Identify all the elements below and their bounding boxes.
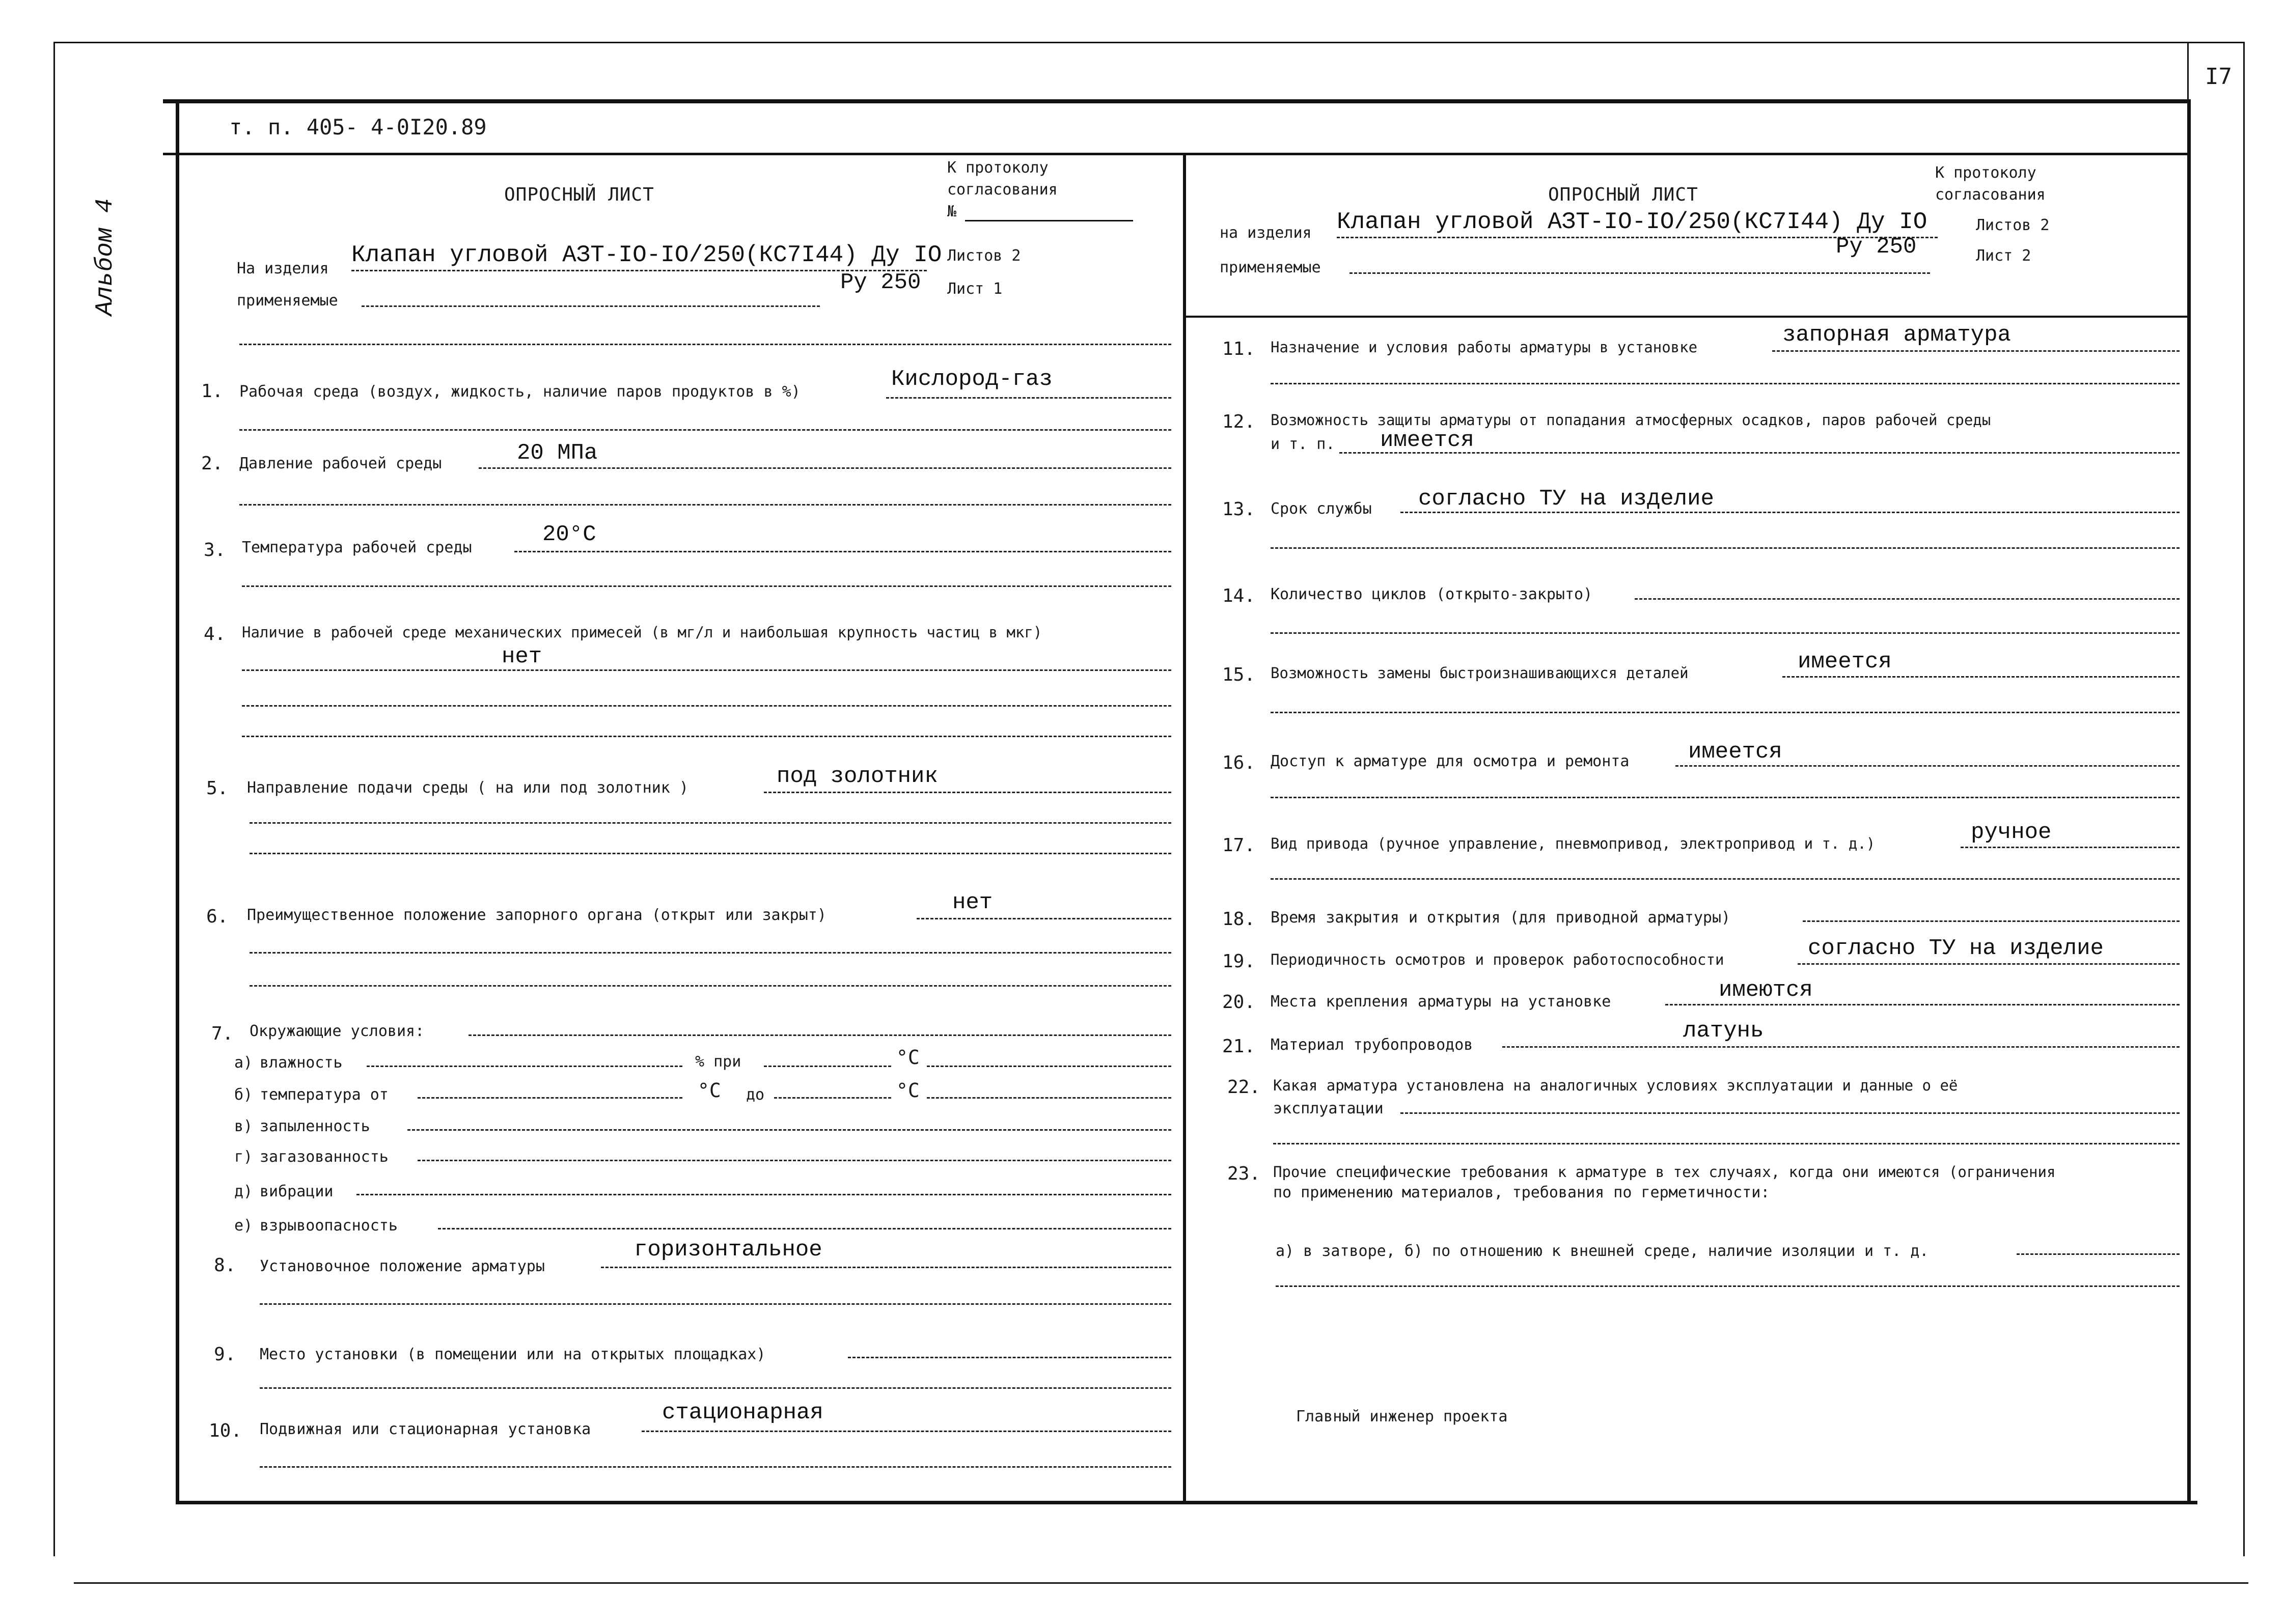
item-4-text: Наличие в рабочей среде механических примесей (в мг/л и наибольшая крупность частиц в мкг) (242, 624, 1042, 641)
item-11-num: 11. (1222, 339, 1256, 359)
item-23-sub: а) в затворе, б) по отношению к внешней среде, наличие изоляции и т. д. (1276, 1242, 1929, 1260)
item-13-value: согласно ТУ на изделие (1418, 486, 1714, 512)
item-8-text: Установочное положение арматуры (260, 1257, 545, 1275)
item-5-text: Направление подачи среды ( на или под золотник ) (247, 779, 688, 797)
page-number-box-left (2187, 42, 2189, 103)
item-17-num: 17. (1222, 835, 1256, 856)
item-21-value: латунь (1683, 1018, 1764, 1044)
humidity-deg: °С (896, 1046, 920, 1069)
sub-c-text: запыленность (260, 1117, 370, 1135)
item-15-num: 15. (1222, 664, 1256, 685)
item-1-value: Кислород-газ (891, 367, 1053, 392)
item-20-num: 20. (1222, 992, 1256, 1013)
item-20-value: имеются (1719, 977, 1813, 1003)
item-16-value: имеется (1688, 739, 1782, 765)
outer-frame-right (2243, 42, 2245, 1556)
item-17-value: ручное (1971, 820, 2052, 845)
item-3-value: 20°С (542, 522, 596, 547)
item-22-text2: эксплуатации (1273, 1100, 1384, 1117)
item-13-text: Срок службы (1271, 500, 1372, 518)
left-pressure-class: Ру 250 (840, 270, 921, 295)
item-10-num: 10. (209, 1420, 242, 1441)
item-4-value: нет (502, 644, 542, 669)
item-15-value: имеется (1798, 649, 1892, 675)
temp-to-deg: °С (896, 1079, 920, 1102)
item-22-text: Какая арматура установлена на аналогичных условиях эксплуатации и данные о её (1273, 1077, 1958, 1094)
item-19-value: согласно ТУ на изделие (1808, 936, 2104, 961)
left-sheets: Листов 2 (947, 247, 1021, 265)
left-blank-line (239, 344, 1171, 345)
left-protocol-2: согласования (947, 181, 1058, 199)
sub-f-num: е) (234, 1217, 253, 1235)
left-protocol-1: К протоколу (947, 159, 1049, 177)
item-9-text: Место установки (в помещении или на открытых площадках) (260, 1346, 766, 1363)
right-pressure-class: Ру 250 (1836, 234, 1917, 260)
item-2-num: 2. (201, 453, 224, 474)
inner-frame-right (2187, 99, 2191, 1504)
sub-a-num: а) (234, 1054, 253, 1072)
left-product-value: Клапан угловой АЗТ-IО-IО/250(КС7I44) Ду IО (351, 242, 942, 268)
left-sheet: Лист 1 (947, 280, 1003, 298)
outer-frame-top (53, 42, 2243, 43)
sub-a-text: влажность (260, 1054, 343, 1072)
item-3-num: 3. (204, 540, 226, 561)
item-17-text: Вид привода (ручное управление, пневмопривод, электропривод и т. д.) (1271, 835, 1876, 852)
item-9-num: 9. (214, 1344, 236, 1365)
right-product-label: на изделия (1220, 224, 1312, 242)
item-11-value: запорная арматура (1782, 322, 2011, 348)
item-19-text: Периодичность осмотров и проверок работоспособности (1271, 951, 1724, 968)
inner-frame-top (163, 99, 2190, 103)
item-21-text: Материал трубопроводов (1271, 1036, 1473, 1054)
item-11-text: Назначение и условия работы арматуры в установке (1271, 339, 1698, 356)
right-sheet: Лист 2 (1976, 247, 2031, 265)
item-22-num: 22. (1227, 1077, 1261, 1098)
item-5-num: 5. (206, 778, 229, 799)
item-16-text: Доступ к арматуре для осмотра и ремонта (1271, 752, 1630, 770)
left-used-line (362, 305, 820, 307)
item-7-text: Окружающие условия: (250, 1022, 425, 1040)
item-12-num: 12. (1222, 411, 1256, 432)
temp-from-deg: °С (698, 1079, 721, 1102)
sub-d-text: загазованность (260, 1148, 389, 1166)
item-10-value: стационарная (662, 1400, 823, 1425)
humidity-at: % при (695, 1053, 741, 1071)
temp-to: до (746, 1086, 765, 1104)
left-product-label: На изделия (237, 260, 329, 277)
left-protocol-no: № (947, 203, 957, 220)
right-sheets: Листов 2 (1976, 216, 2050, 234)
item-23-text: Прочие специфические требования к арматуре в тех случаях, когда они имеются (ограничения (1273, 1163, 2056, 1181)
side-album-label: Альбом 4 (92, 198, 119, 316)
sub-e-text: вибрации (260, 1183, 334, 1200)
item-3-text: Температура рабочей среды (242, 539, 472, 556)
page-number: I7 (2205, 64, 2232, 90)
outer-frame-bottom (74, 1582, 2248, 1584)
sub-b-num: б) (234, 1086, 253, 1104)
inner-frame-left (176, 99, 179, 1504)
right-title: ОПРОСНЫЙ ЛИСТ (1548, 184, 1698, 205)
header-separator (163, 153, 2190, 155)
item-6-value: нет (952, 890, 993, 915)
item-23-text2: по применению материалов, требования по герметичности: (1273, 1184, 1770, 1201)
item-12-text: Возможность защиты арматуры от попадания атмосферных осадков, паров рабочей среды (1271, 411, 1991, 429)
item-18-text: Время закрытия и открытия (для приводной арматуры) (1271, 909, 1731, 927)
item-19-num: 19. (1222, 951, 1256, 972)
item-10-text: Подвижная или стационарная установка (260, 1420, 591, 1438)
signature-label: Главный инженер проекта (1296, 1408, 1508, 1425)
sub-b-text: температура от (260, 1086, 389, 1104)
sub-e-num: д) (234, 1183, 253, 1200)
item-13-num: 13. (1222, 499, 1256, 520)
item-20-text: Места крепления арматуры на установке (1271, 993, 1611, 1011)
item-18-num: 18. (1222, 909, 1256, 930)
item-4-num: 4. (204, 624, 226, 645)
item-15-text: Возможность замены быстроизнашивающихся деталей (1271, 664, 1689, 682)
item-12-text2: и т. п. (1271, 435, 1335, 453)
right-product-value: Клапан угловой АЗТ-IО-IО/250(КС7I44) Ду IО (1337, 209, 1927, 235)
right-protocol-2: согласования (1935, 186, 2046, 204)
inner-frame-bottom (176, 1501, 2197, 1504)
item-6-num: 6. (206, 906, 229, 927)
item-8-value: горизонтальное (634, 1237, 822, 1263)
sub-c-num: в) (234, 1117, 253, 1135)
item-8-num: 8. (214, 1255, 236, 1276)
sub-f-text: взрывоопасность (260, 1217, 398, 1235)
item-2-value: 20 МПа (517, 440, 598, 466)
item-6-text: Преимущественное положение запорного органа (открыт или закрыт) (247, 906, 827, 924)
item-23-num: 23. (1227, 1163, 1261, 1184)
sub-d-num: г) (234, 1148, 253, 1166)
item-1-num: 1. (201, 381, 224, 402)
item-14-text: Количество циклов (открыто-закрыто) (1271, 585, 1593, 603)
item-12-value: имеется (1380, 428, 1474, 453)
item-2-text: Давление рабочей среды (239, 455, 442, 472)
left-title: ОПРОСНЫЙ ЛИСТ (504, 184, 654, 205)
item-7-num: 7. (211, 1023, 234, 1044)
left-protocol-no-line (965, 220, 1133, 221)
item-5-value: под золотник (777, 764, 938, 789)
right-header-separator (1183, 316, 2189, 318)
right-used-label: применяемые (1220, 259, 1321, 276)
item-16-num: 16. (1222, 752, 1256, 773)
item-14-num: 14. (1222, 585, 1256, 606)
right-protocol-1: К протоколу (1935, 164, 2036, 182)
item-21-num: 21. (1222, 1036, 1256, 1057)
outer-frame-left (53, 42, 55, 1556)
column-divider (1183, 153, 1186, 1502)
document-code: т. п. 405- 4-0I20.89 (229, 115, 487, 139)
left-used-label: применяемые (237, 292, 338, 310)
item-1-text: Рабочая среда (воздух, жидкость, наличие паров продуктов в %) (239, 383, 801, 401)
